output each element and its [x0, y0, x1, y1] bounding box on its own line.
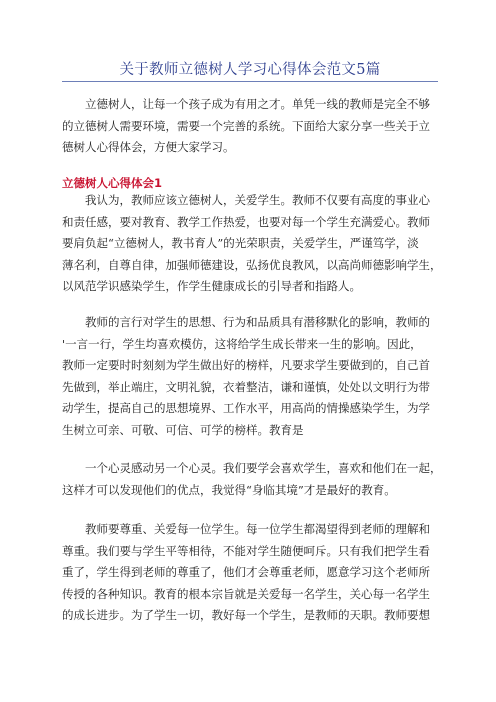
- text-line: 薄名利，自尊自律，加强师德建设，弘扬优良教风，以高尚师德影响学生，: [62, 257, 442, 272]
- text-line: 教师要尊重、关爱每一位学生。每一位学生都渴望得到老师的理解和: [85, 522, 430, 536]
- paragraph-4: [62, 519, 438, 627]
- text-line: 这样才可以发现他们的优点，我觉得“身临其境”才是最好的教育。: [62, 482, 396, 497]
- text-line: 的立德树人需要环境，需要一个完善的系统。下面给大家分享一些关于立: [62, 118, 430, 133]
- text-line: 动学生，提高自己的思想境界、工作水平，用高尚的情操感染学生，为学: [62, 401, 430, 415]
- text-line: 我认为，教师应该立德树人，关爱学生。教师不仅要有高度的事业心: [85, 193, 430, 207]
- paragraph-2: [62, 312, 438, 441]
- paragraph-1: [62, 190, 442, 298]
- title-underline: [62, 81, 438, 82]
- text-line: 先做到，举止端庄，文明礼貌，衣着整洁，谦和谨慎，处处以文明行为带: [62, 379, 430, 394]
- paragraph-3: [62, 458, 442, 501]
- text-line: 立德树人，让每一个孩子成为有用之才。单凭一线的教师是完全不够: [85, 97, 430, 111]
- text-line: 一个心灵感动另一个心灵。我们要学会喜欢学生，喜欢和他们在一起，: [85, 461, 442, 475]
- text-line: 以风范学识感染学生，作学生健康成长的引导者和指路人。: [62, 279, 361, 293]
- text-line: 教师的言行对学生的思想、行为和品质具有潜移默化的影响，教师的: [85, 315, 430, 329]
- section-heading: 立德树人心得体会1: [62, 176, 163, 190]
- text-line: 德树人心得体会，方便大家学习。: [62, 140, 235, 154]
- intro-paragraph: [62, 94, 438, 159]
- text-line: 教师一定要时时刻刻为学生做出好的榜样，凡要求学生要做到的，自己首: [62, 358, 430, 372]
- text-line: 的成长进步。为了学生一切，教好每一个学生，是教师的天职。教师要想: [62, 608, 430, 622]
- text-line: 和责任感，要对教育、教学工作热爱，也要对每一个学生充满爱心。教师: [62, 214, 430, 229]
- text-line: 重了，学生得到老师的尊重了，他们才会尊重老师，愿意学习这个老师所: [62, 565, 430, 579]
- text-line: '一言一行，学生均喜欢模仿，这将给学生成长带来一生的影响。因此，: [62, 336, 422, 351]
- text-line: 生树立可亲、可敬、可信、可学的榜样。教育是: [62, 422, 304, 437]
- text-line: 传授的各种知识。教育的根本宗旨就是关爱每一名学生，关心每一名学生: [62, 586, 430, 601]
- document-title: 关于教师立德树人学习心得体会范文5篇: [119, 62, 381, 78]
- text-line: 要肩负起“立德树人，教书育人”的光荣职责，关爱学生，严谨笃学，淡: [62, 236, 419, 250]
- text-line: 尊重。我们要与学生平等相待，不能对学生随便呵斥。只有我们把学生看: [62, 543, 430, 558]
